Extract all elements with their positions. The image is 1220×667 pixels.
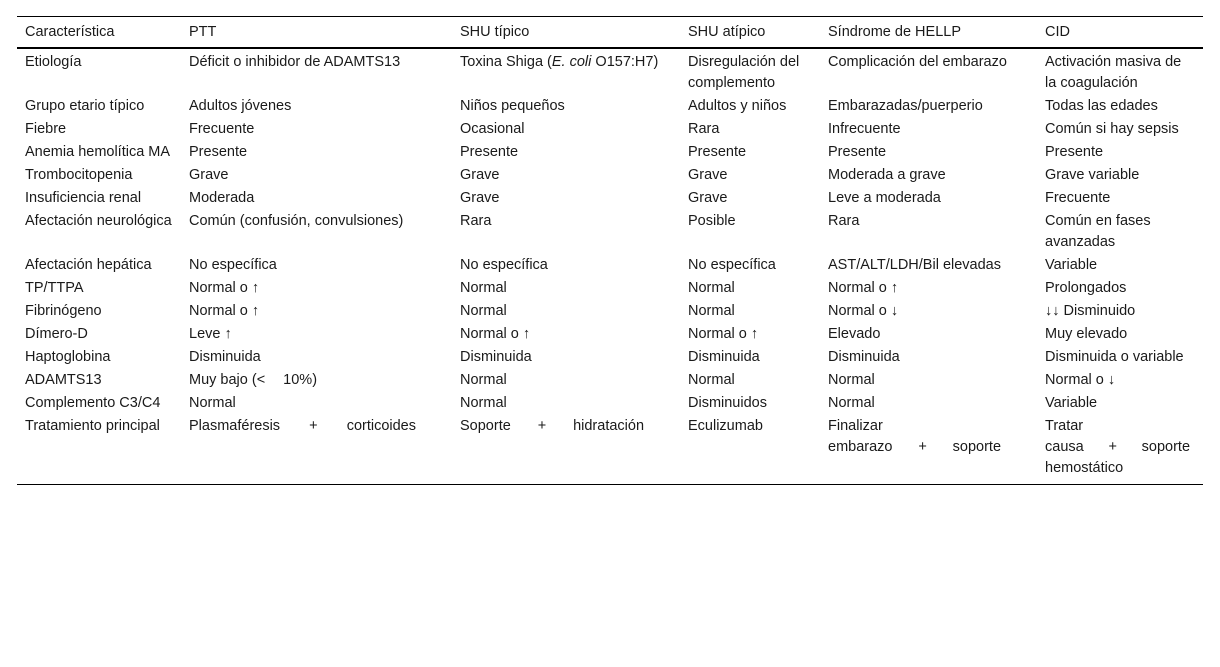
header-ptt: PTT xyxy=(189,24,217,40)
cell-word: soporte xyxy=(1141,439,1191,455)
cell-shu-tipico: Normal xyxy=(460,372,507,388)
cell-text: hemostático xyxy=(1045,460,1124,476)
cell-word: embarazo xyxy=(828,439,893,455)
cell-word: soporte xyxy=(952,439,1002,455)
table-row xyxy=(17,118,1203,141)
cell-shu-tipico: Grave xyxy=(460,190,500,206)
cell-hellp: Normal xyxy=(828,395,875,411)
cell-word: + xyxy=(918,439,927,455)
cell-ptt: Grave xyxy=(189,167,229,183)
row-label: ADAMTS13 xyxy=(25,372,102,388)
row-label: Fibrinógeno xyxy=(25,303,102,319)
cell-shu-atipico: Eculizumab xyxy=(688,418,763,434)
cell-ptt: Presente xyxy=(189,144,248,160)
cell-hellp: Normal o ↑ xyxy=(828,280,899,296)
cell-word: causa xyxy=(1045,439,1084,455)
cell-shu-tipico: No específica xyxy=(460,257,548,273)
cell-shu-atipico: Grave xyxy=(688,167,728,183)
cell-text-justified xyxy=(1045,437,1190,458)
cell-shu-tipico: Niños pequeños xyxy=(460,98,565,114)
row-label: Trombocitopenia xyxy=(25,167,133,183)
cell-hellp: Rara xyxy=(828,213,860,229)
cell-cid: Variable xyxy=(1045,257,1098,273)
cell-shu-tipico xyxy=(452,48,680,95)
cell-shu-tipico: Rara xyxy=(460,213,492,229)
cell-cid: Prolongados xyxy=(1045,280,1127,296)
cell-ptt: Normal o ↑ xyxy=(189,303,260,319)
cell-shu-tipico: Grave xyxy=(460,167,500,183)
cell-shu-atipico: Posible xyxy=(688,213,736,229)
cell-word: + xyxy=(309,418,318,434)
row-label: Grupo etario típico xyxy=(25,98,145,114)
cell-cid: Muy elevado xyxy=(1045,326,1128,342)
table-row xyxy=(17,48,1203,95)
cell-shu-atipico: Normal xyxy=(688,280,735,296)
cell-text-justified xyxy=(828,437,1001,458)
table-row xyxy=(17,277,1203,300)
cell-shu-atipico: Grave xyxy=(688,190,728,206)
cell-ptt: Déficit o inhibidor de ADAMTS13 xyxy=(189,54,401,70)
cell-shu-atipico: Disminuidos xyxy=(688,395,767,411)
comparison-table xyxy=(17,16,1203,485)
cell-shu-atipico: No específica xyxy=(688,257,776,273)
table-row xyxy=(17,95,1203,118)
cell-hellp: Embarazadas/puerperio xyxy=(828,98,983,114)
cell-cid: Normal o ↓ xyxy=(1045,372,1116,388)
cell-ptt: Adultos jóvenes xyxy=(189,98,292,114)
cell-text: 10%) xyxy=(283,372,318,388)
cell-cid: Variable xyxy=(1045,395,1098,411)
cell-ptt: Frecuente xyxy=(189,121,255,137)
cell-word: Soporte xyxy=(460,418,511,434)
row-label: TP/TTPA xyxy=(25,280,84,296)
header-shu-atipico: SHU atípico xyxy=(688,24,766,40)
cell-ptt: Disminuida xyxy=(189,349,261,365)
cell-ptt: Común (confusión, convulsiones) xyxy=(189,213,404,229)
row-label: Complemento C3/C4 xyxy=(25,395,161,411)
table-row xyxy=(17,187,1203,210)
row-label: Anemia hemolítica MA xyxy=(25,144,171,160)
cell-cid: Presente xyxy=(1045,144,1104,160)
row-label: Tratamiento principal xyxy=(25,418,160,434)
table-row xyxy=(17,164,1203,187)
cell-ptt: Normal xyxy=(189,395,236,411)
cell-word: hidratación xyxy=(573,418,645,434)
cell-cid: Activación masiva de la coagulación xyxy=(1045,54,1182,91)
table-row xyxy=(17,210,1203,254)
cell-shu-tipico: Disminuida xyxy=(460,349,532,365)
row-label: Fiebre xyxy=(25,121,67,137)
cell-cid: Grave variable xyxy=(1045,167,1140,183)
table-row xyxy=(17,300,1203,323)
cell-cid: Común si hay sepsis xyxy=(1045,121,1179,137)
cell-word: corticoides xyxy=(346,418,416,434)
row-label: Afectación neurológica xyxy=(25,213,172,229)
cell-hellp: Disminuida xyxy=(828,349,900,365)
cell-hellp: Normal o ↓ xyxy=(828,303,899,319)
cell-text: O157:H7) xyxy=(595,54,659,70)
table-row xyxy=(17,323,1203,346)
row-label: Haptoglobina xyxy=(25,349,111,365)
cell-cid: ↓↓ Disminuido xyxy=(1045,303,1136,319)
row-label: Etiología xyxy=(25,54,82,70)
cell-text-justified xyxy=(189,416,416,437)
cell-shu-tipico: Ocasional xyxy=(460,121,525,137)
cell-shu-atipico: Normal xyxy=(688,303,735,319)
cell-ptt xyxy=(181,369,452,392)
header-hellp: Síndrome de HELLP xyxy=(828,24,961,40)
cell-hellp xyxy=(820,415,1037,485)
table-row xyxy=(17,254,1203,277)
cell-hellp: Complicación del embarazo xyxy=(828,54,1007,70)
cell-shu-atipico: Presente xyxy=(688,144,747,160)
cell-hellp: Normal xyxy=(828,372,875,388)
cell-ptt: Normal o ↑ xyxy=(189,280,260,296)
cell-cid: Frecuente xyxy=(1045,190,1111,206)
table-row xyxy=(17,415,1203,485)
row-label: Insuficiencia renal xyxy=(25,190,142,206)
header-cid: CID xyxy=(1045,24,1070,40)
table-row xyxy=(17,392,1203,415)
cell-ptt: Leve ↑ xyxy=(189,326,232,342)
cell-text: Muy bajo (< xyxy=(189,372,266,388)
cell-shu-atipico: Adultos y niños xyxy=(688,98,787,114)
cell-ptt: No específica xyxy=(189,257,277,273)
cell-shu-atipico: Disminuida xyxy=(688,349,760,365)
table-row xyxy=(17,141,1203,164)
cell-shu-atipico: Rara xyxy=(688,121,720,137)
row-label: Afectación hepática xyxy=(25,257,152,273)
cell-word: + xyxy=(537,418,547,434)
table-row xyxy=(17,346,1203,369)
cell-hellp: Moderada a grave xyxy=(828,167,946,183)
cell-shu-tipico: Normal xyxy=(460,280,507,296)
cell-cid: Todas las edades xyxy=(1045,98,1158,114)
header-shu-tipico: SHU típico xyxy=(460,24,530,40)
cell-shu-tipico: Normal o ↑ xyxy=(460,326,531,342)
cell-ptt: Moderada xyxy=(189,190,255,206)
cell-text: Tratar xyxy=(1045,418,1084,434)
cell-word: + xyxy=(1108,439,1117,455)
cell-text: Toxina Shiga ( xyxy=(460,54,552,70)
cell-cid: Disminuida o variable xyxy=(1045,349,1184,365)
header-row xyxy=(17,17,1203,49)
cell-shu-tipico xyxy=(452,415,680,485)
table-row xyxy=(17,369,1203,392)
cell-shu-tipico: Normal xyxy=(460,303,507,319)
header-caracteristica: Característica xyxy=(25,24,115,40)
cell-ptt xyxy=(181,415,452,485)
cell-cid: Común en fases avanzadas xyxy=(1045,213,1151,250)
cell-shu-tipico: Normal xyxy=(460,395,507,411)
cell-shu-atipico: Normal o ↑ xyxy=(688,326,759,342)
cell-cid xyxy=(1037,415,1203,485)
cell-hellp: Elevado xyxy=(828,326,881,342)
cell-shu-tipico: Presente xyxy=(460,144,519,160)
cell-shu-atipico: Disregulación del complemento xyxy=(688,54,800,91)
organism-name: E. coli xyxy=(551,54,592,70)
cell-text: Finalizar xyxy=(828,418,883,434)
cell-shu-atipico: Normal xyxy=(688,372,735,388)
cell-hellp: AST/ALT/LDH/Bil elevadas xyxy=(828,257,1001,273)
cell-word: Plasmaféresis xyxy=(189,418,281,434)
cell-hellp: Infrecuente xyxy=(828,121,901,137)
cell-hellp: Leve a moderada xyxy=(828,190,941,206)
row-label: Dímero-D xyxy=(25,326,88,342)
cell-text-justified xyxy=(460,416,644,437)
cell-hellp: Presente xyxy=(828,144,887,160)
